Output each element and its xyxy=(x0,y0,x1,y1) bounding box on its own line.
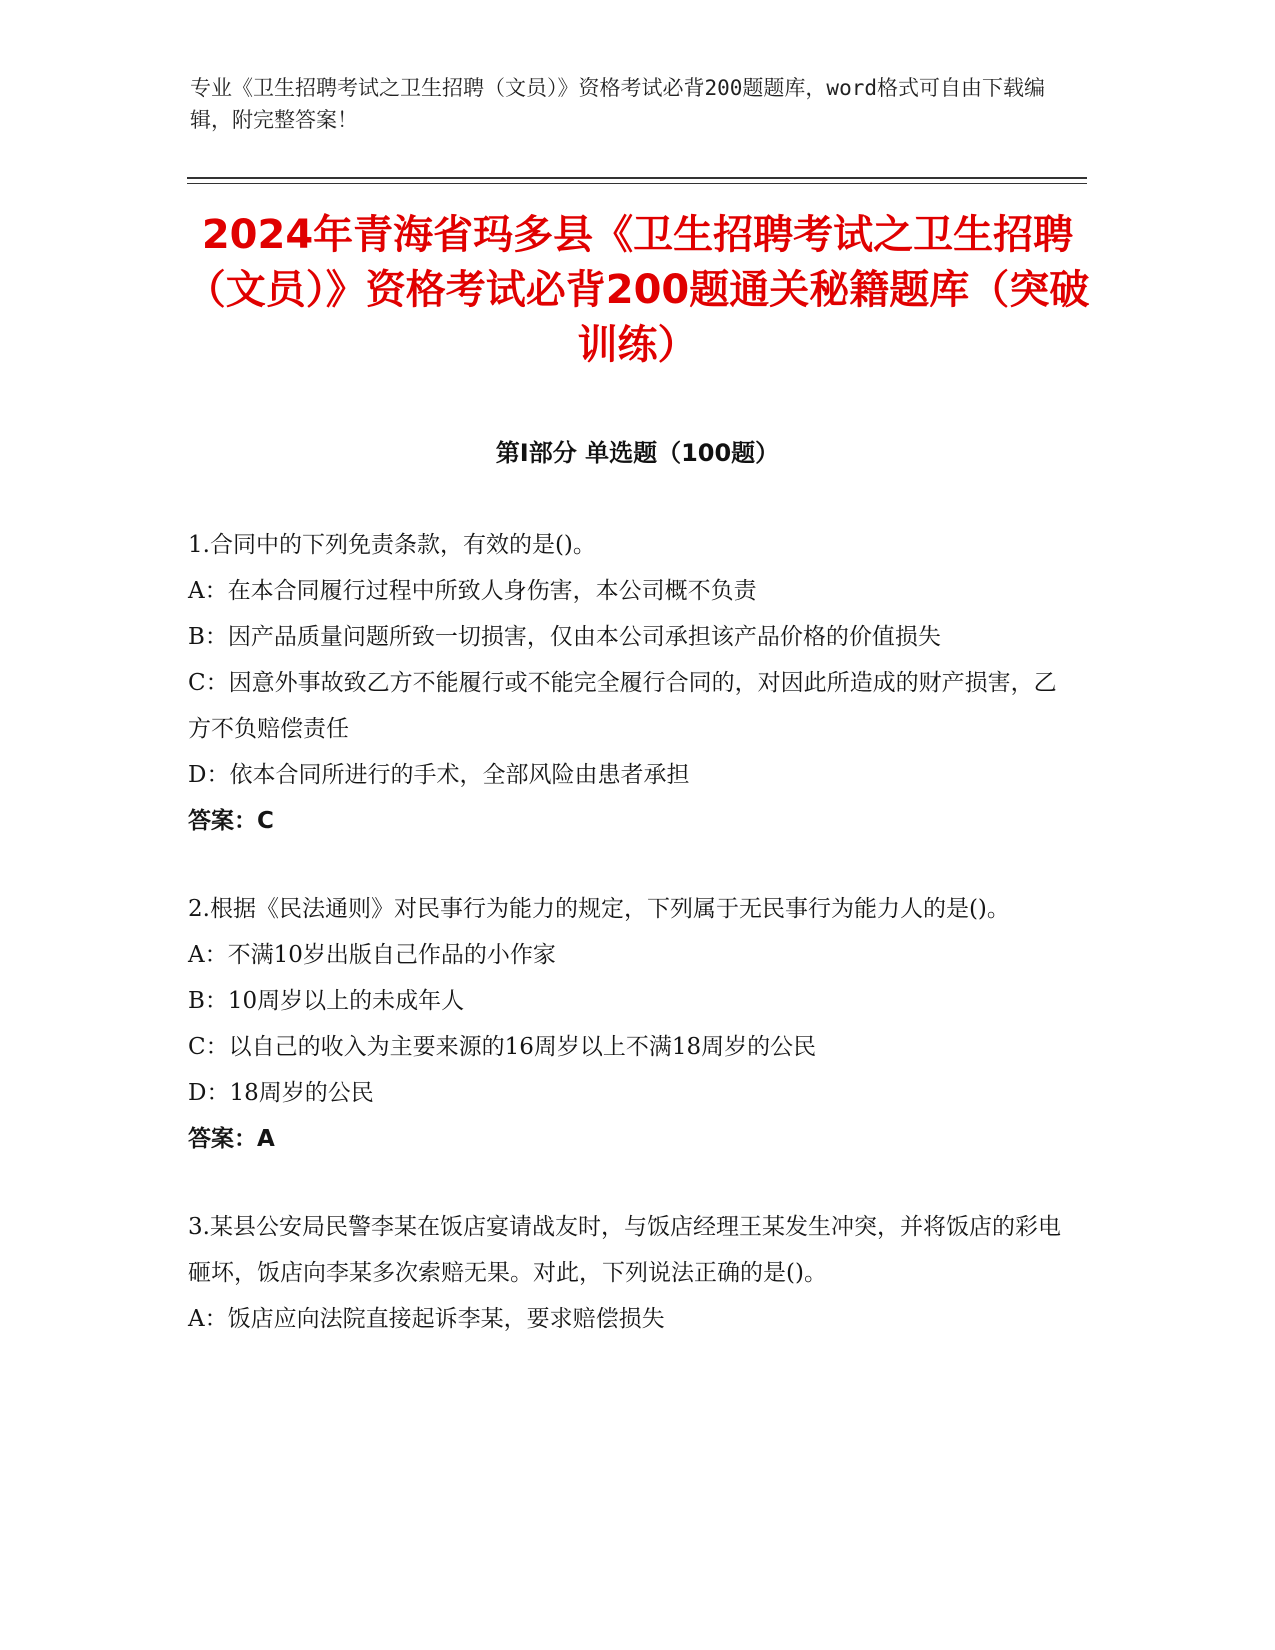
question-2 xyxy=(188,886,1068,1162)
header-rule-thin xyxy=(187,183,1087,184)
header-rule-thick xyxy=(187,177,1087,179)
question-list xyxy=(188,522,1068,1384)
option-d: D：18周岁的公民 xyxy=(188,1080,374,1106)
section-heading: 第I部分 单选题（100题） xyxy=(495,439,780,467)
option-a: A：不满10岁出版自己作品的小作家 xyxy=(188,942,556,968)
question-stem: 2.根据《民法通则》对民事行为能力的规定，下列属于无民事行为能力人的是()。 xyxy=(188,896,1010,922)
header-note: 专业《卫生招聘考试之卫生招聘（文员）》资格考试必背200题题库，word格式可自由下载编辑，附完整答案！ xyxy=(190,76,1045,132)
option-c: C：因意外事故致乙方不能履行或不能完全履行合同的，对因此所造成的财产损害，乙方不负赔偿责任 xyxy=(188,670,1057,742)
answer: 答案：C xyxy=(188,808,274,834)
option-d: D：依本合同所进行的手术，全部风险由患者承担 xyxy=(188,762,690,788)
option-c: C：以自己的收入为主要来源的16周岁以上不满18周岁的公民 xyxy=(188,1034,817,1060)
option-a: A：在本合同履行过程中所致人身伤害，本公司概不负责 xyxy=(188,578,757,604)
option-b: B：10周岁以上的未成年人 xyxy=(188,988,465,1014)
answer: 答案：A xyxy=(188,1126,275,1152)
option-b: B：因产品质量问题所致一切损害，仅由本公司承担该产品价格的价值损失 xyxy=(188,624,941,650)
option-a: A：饭店应向法院直接起诉李某，要求赔偿损失 xyxy=(188,1306,665,1332)
question-3 xyxy=(188,1204,1068,1342)
question-1 xyxy=(188,522,1068,844)
question-stem: 3.某县公安局民警李某在饭店宴请战友时，与饭店经理王某发生冲突，并将饭店的彩电砸坏，饭店向李某多次索赔无果。对此，下列说法正确的是()。 xyxy=(188,1214,1061,1286)
document-title: 2024年青海省玛多县《卫生招聘考试之卫生招聘（文员）》资格考试必背200题通关秘籍题库（突破训练） xyxy=(185,212,1090,368)
question-stem: 1.合同中的下列免责条款，有效的是()。 xyxy=(188,532,596,558)
